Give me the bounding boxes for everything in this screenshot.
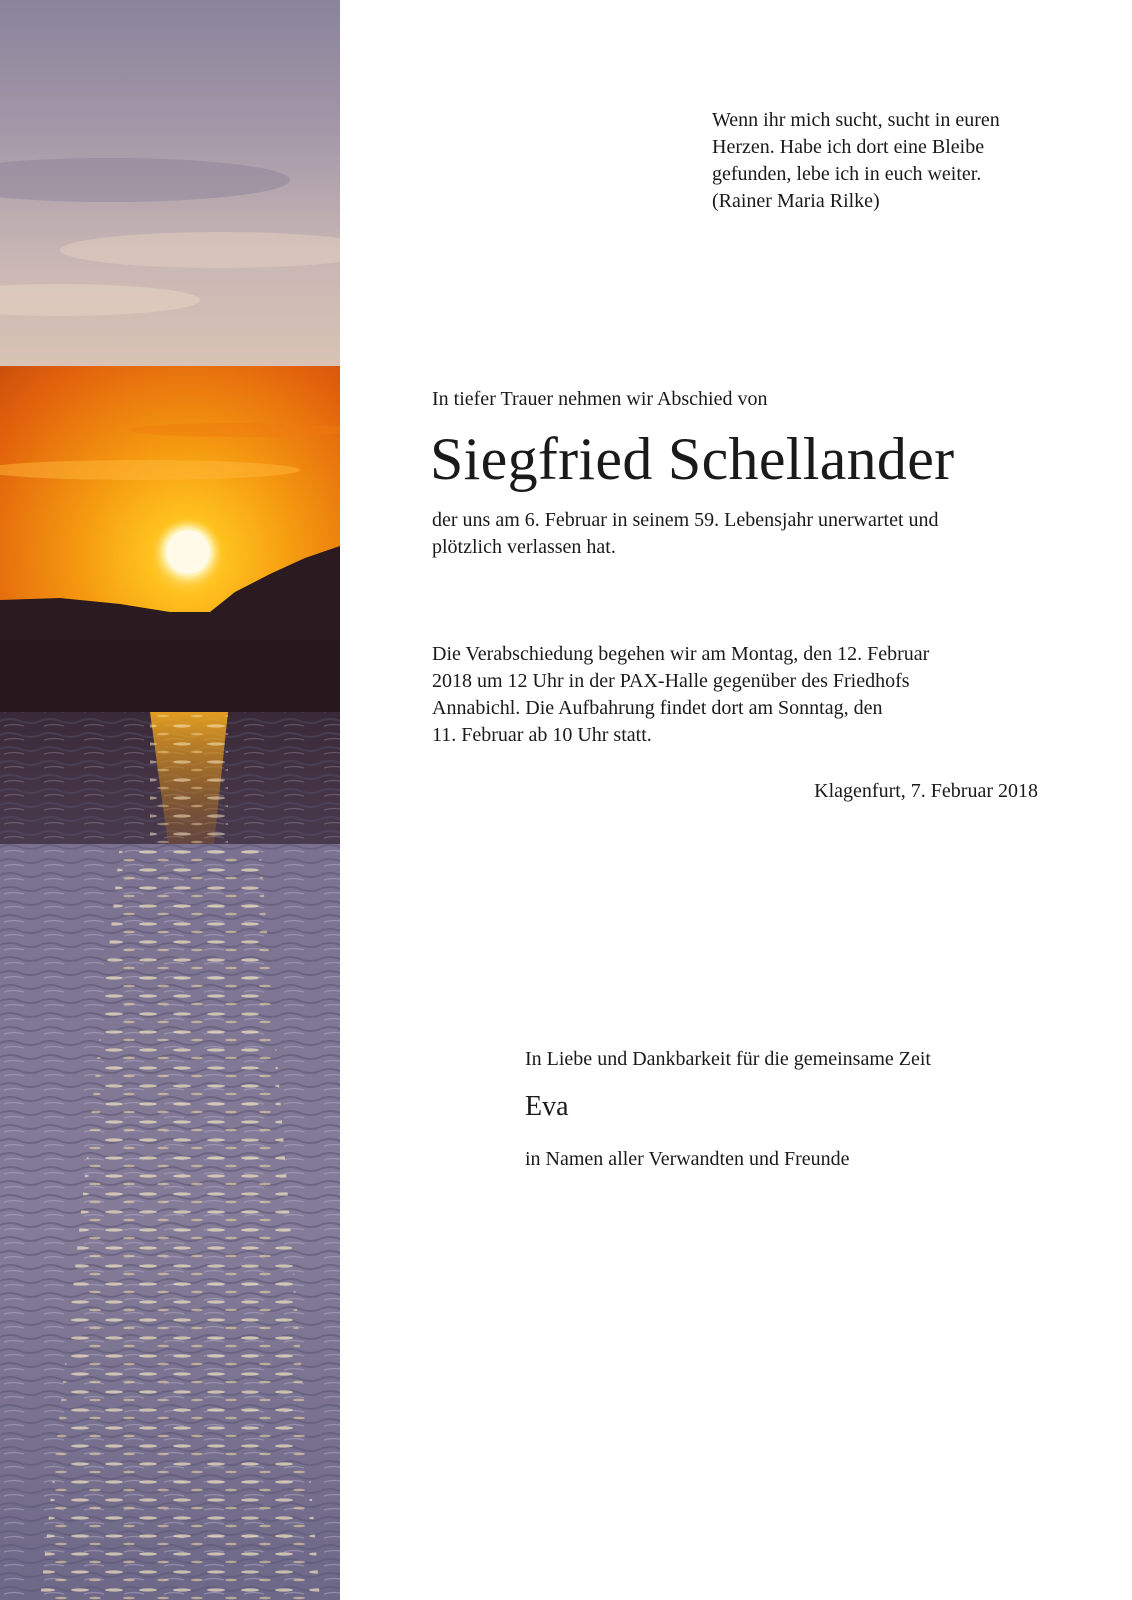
details-line: plötzlich verlassen hat. xyxy=(432,536,616,558)
quote-line: Herzen. Habe ich dort eine Bleibe xyxy=(712,136,985,158)
death-details xyxy=(432,507,939,561)
signature-name: Eva xyxy=(525,1091,569,1122)
ceremony-details xyxy=(432,641,929,749)
signature-tail: in Namen aller Verwandten und Freunde xyxy=(525,1148,850,1170)
quote-line: gefunden, lebe ich in euch weiter. xyxy=(712,163,982,185)
quote-line: Wenn ihr mich sucht, sucht in euren xyxy=(712,109,1000,131)
rilke-quote xyxy=(712,107,1072,215)
deceased-name: Siegfried Schellander xyxy=(430,426,955,492)
ceremony-line: 2018 um 12 Uhr in der PAX-Halle gegenüber des Friedhofs xyxy=(432,670,910,692)
notice-intro: In tiefer Trauer nehmen wir Abschied von xyxy=(432,388,768,410)
ceremony-line: 11. Februar ab 10 Uhr statt. xyxy=(432,724,652,746)
place-date: Klagenfurt, 7. Februar 2018 xyxy=(814,780,1038,802)
details-line: der uns am 6. Februar in seinem 59. Lebensjahr unerwartet und xyxy=(432,509,939,531)
ceremony-line: Die Verabschiedung begehen wir am Montag, den 12. Februar xyxy=(432,643,930,665)
ceremony-line: Annabichl. Die Aufbahrung findet dort am Sonntag, den xyxy=(432,697,883,719)
quote-author: (Rainer Maria Rilke) xyxy=(712,190,880,212)
signature-lead: In Liebe und Dankbarkeit für die gemeinsame Zeit xyxy=(525,1048,931,1070)
